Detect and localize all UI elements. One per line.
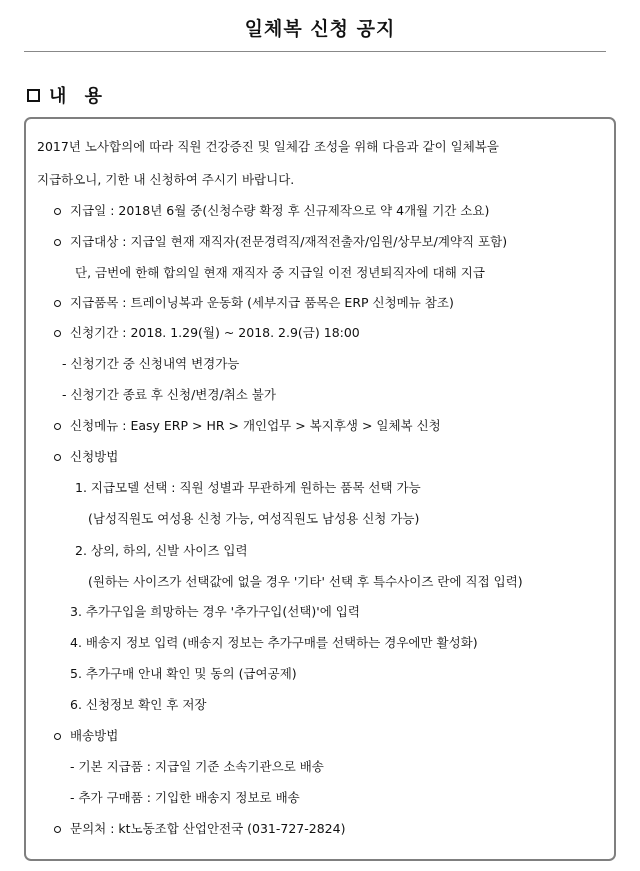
- circle-bullet-icon: [54, 826, 61, 833]
- method-step: 2. 상의, 하의, 신발 사이즈 입력: [75, 543, 248, 558]
- item-products: 지급품목 : 트레이닝복과 운동화 (세부지급 품목은 ERP 신청메뉴 참조): [70, 295, 454, 310]
- circle-bullet-icon: [54, 300, 61, 307]
- intro-line: 2017년 노사합의에 따라 직원 건강증진 및 일체감 조성을 위해 다음과 같이 일체복을: [37, 139, 499, 154]
- intro-line: 지급하오니, 기한 내 신청하여 주시기 바랍니다.: [37, 172, 295, 187]
- circle-bullet-icon: [54, 454, 61, 461]
- delivery-note: - 기본 지급품 : 지급일 기준 소속기관으로 배송: [70, 759, 324, 774]
- method-step: 1. 지급모델 선택 : 직원 성별과 무관하게 원하는 품목 선택 가능: [75, 480, 421, 495]
- item-target-note: 단, 금번에 한해 합의일 현재 재직자 중 지급일 이전 정년퇴직자에 대해 지급: [75, 265, 485, 280]
- method-step-note: (남성직원도 여성용 신청 가능, 여성직원도 남성용 신청 가능): [88, 511, 420, 526]
- item-method-title: 신청방법: [70, 449, 119, 464]
- circle-bullet-icon: [54, 733, 61, 740]
- circle-bullet-icon: [54, 208, 61, 215]
- page-title: 일체복 신청 공지: [244, 18, 396, 40]
- item-contact: 문의처 : kt노동조합 산업안전국 (031-727-2824): [70, 821, 346, 836]
- title-divider: [24, 51, 606, 52]
- section-heading: [27, 82, 108, 108]
- item-delivery-title: 배송방법: [70, 728, 119, 743]
- circle-bullet-icon: [54, 423, 61, 430]
- method-step-note: (원하는 사이즈가 선택값에 없을 경우 '기타' 선택 후 특수사이즈 란에 직접 입력): [88, 574, 523, 589]
- method-step: 6. 신청정보 확인 후 저장: [70, 697, 207, 712]
- period-note: - 신청기간 종료 후 신청/변경/취소 불가: [62, 387, 276, 402]
- method-step: 5. 추가구매 안내 확인 및 동의 (급여공제): [70, 666, 297, 681]
- item-date: 지급일 : 2018년 6월 중(신청수량 확정 후 신규제작으로 약 4개월 기간 소요): [70, 203, 490, 218]
- square-bullet-icon: [27, 89, 40, 102]
- circle-bullet-icon: [54, 330, 61, 337]
- circle-bullet-icon: [54, 239, 61, 246]
- item-target: 지급대상 : 지급일 현재 재직자(전문경력직/재적전출자/임원/상무보/계약직 포함): [70, 234, 508, 249]
- period-note: - 신청기간 중 신청내역 변경가능: [62, 356, 240, 371]
- item-period: 신청기간 : 2018. 1.29(월) ~ 2018. 2.9(금) 18:00: [70, 325, 360, 340]
- method-step: 3. 추가구입을 희망하는 경우 '추가구입(선택)'에 입력: [70, 604, 360, 619]
- item-menu: 신청메뉴 : Easy ERP > HR > 개인업무 > 복지후생 > 일체복 신청: [70, 418, 441, 433]
- section-heading-text: 내 용: [49, 86, 109, 107]
- delivery-note: - 추가 구매품 : 기입한 배송지 정보로 배송: [70, 790, 300, 805]
- method-step: 4. 배송지 정보 입력 (배송지 정보는 추가구매를 선택하는 경우에만 활성화): [70, 635, 478, 650]
